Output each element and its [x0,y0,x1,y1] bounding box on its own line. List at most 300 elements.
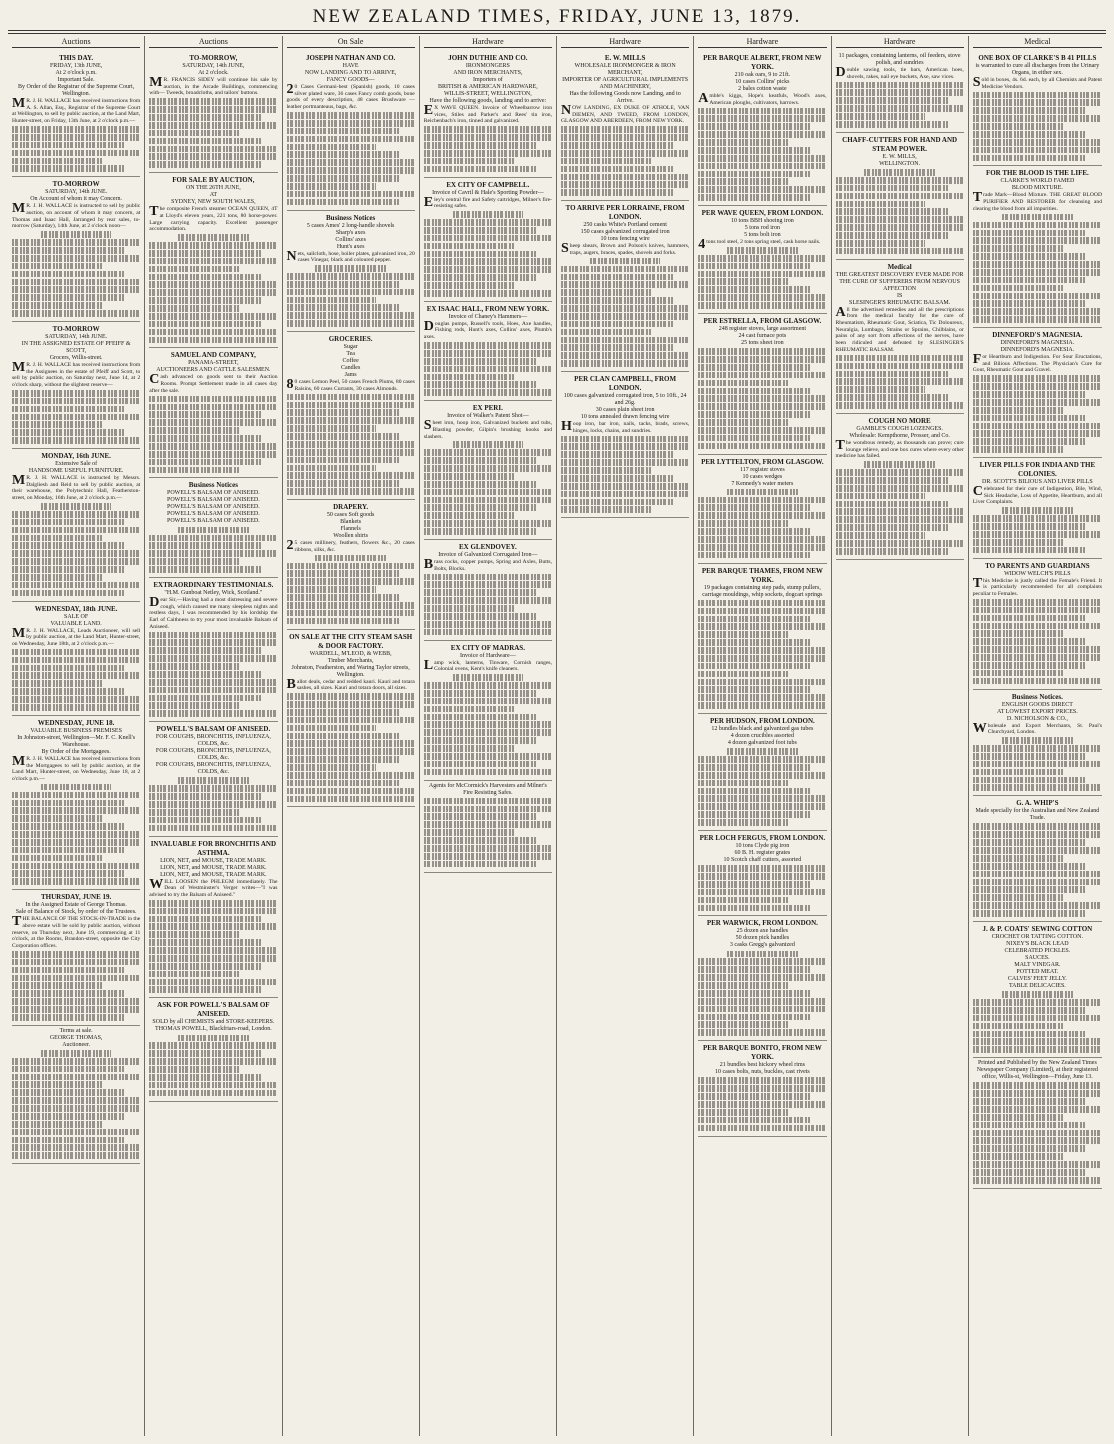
ad-line: AT [209,192,218,199]
ad-line: Tea [346,351,355,358]
ad-line: 210 oak oars, 9 to 21ft. [734,72,791,78]
ad-title: FOR SALE BY AUCTION, [172,176,255,185]
small-print-lines [424,441,552,534]
small-print-lines [973,375,1102,453]
ad-line: Auctioneer. [62,1041,91,1048]
ad-line: 10 tons annealed drawn fencing wire [580,414,670,421]
ad-title: JOSEPH NATHAN AND CO. [305,54,396,62]
small-print-lines [12,503,140,596]
ad-body: Cash advanced on goods sent to their Auction Rooms. Prompt Settlement made in all cases day after the sale. [149,372,278,394]
ad-line: CELEBRATED PICKLES. [1004,947,1071,954]
column-6 [694,36,831,1436]
small-print-lines [698,348,826,449]
ad-line: 7 Kennedy's water meters [731,480,794,487]
small-print-lines [836,461,964,554]
small-print-lines [424,342,552,396]
ad-title: GROCERIES. [328,335,373,344]
advertisement [973,922,1102,1058]
ad-body: MR. J. H. WALLACE is instructed to sell by public auction, on account of whom it may concern, at Thomas and Isaac Hall, Jarranged by rear sales, to-morrow (Saturday), 14th June, at 2 o'clock noon— [12,201,141,230]
ad-body: MR. FRANCIS SIDEY will continue his sale by auction, in the Arcade Buildings, commencing with— Tweeds, broadcloths, and tailors' buttons. [149,75,278,97]
ad-title: INVALUABLE FOR BRONCHITIS AND ASTHMA. [150,839,277,857]
ad-line: POTTED MEAT. [1016,968,1059,975]
small-print-lines [561,258,689,367]
ad-title: Business Notices [326,213,376,222]
advertisement [287,51,415,211]
advertisement [424,781,552,873]
ad-line: VALUABLE LAND. [50,620,102,627]
ad-line: Agents for McCormick's Harvesters and Milner's Fire Resisting Safes. [428,782,547,796]
ad-line: MALT VINEGAR. [1014,961,1061,968]
advertisement [149,348,277,478]
small-print-lines [12,649,140,711]
advertisement [12,449,140,602]
ad-body: MR. J. H. WALLACE, Leads Auctioneer, will sell by public auction, at the Land Mart, Hunter-street, on Wednesday, June 18th, at 2 o'clock p.m.— [12,625,141,647]
column-8 [969,36,1106,1436]
ad-title: COUGH NO MORE [868,416,931,425]
ad-body: For Heartburn and Indigestion. For Sour Eructations, and Bilious Affections. The Physician's Cure for Gout, Rheumatic Gout and Gravel. [972,352,1102,374]
ad-body: Douglas pumps, Russell's tools, Hoes, Axe handles, Fishing rods, Hunt's axes, Collins' axes, Plumb's axes. [423,318,552,341]
ad-line: Wholesale: Kempthorne, Prosser, and Co. [849,432,950,439]
small-print-lines [12,390,140,444]
small-print-lines [12,1050,140,1159]
ad-title: ONE BOX OF CLARKE'S B 41 PILLS [978,54,1097,62]
ad-line: NOW LANDING AND TO ARRIVE, [304,70,397,76]
ad-line: E. W. MILLS, [882,153,917,160]
ad-body: All the advertised remedies and all the prescriptions from the medical faculty for the cure of Rheumatism, Rheumatic Gout, Sciatica, Tic Doloureux, Neuralgia, Lumbago, Strains or Sprains, Chilblains, or pains of any sort from affections of the nerves, have been ridiculed and defeated by SLESINGER'S RHEUMATIC BALSAM. [835,304,964,353]
small-print-lines [12,126,140,172]
ad-body: 4tons tool steel, 2 tons spring steel, cask horse nails. [698,237,821,253]
ad-body: Brass cocks, copper pumps, Spring and Axles, Butts, Bolts, Blocks. [423,556,552,572]
ad-line: Important Sale. [57,77,95,83]
ad-line: IN THE ASSIGNED ESTATE OF PFEIFF & SCOTT, [21,340,131,354]
small-print-lines [973,1082,1102,1183]
small-print-lines [698,1077,826,1131]
small-print-lines [12,231,140,316]
ad-line: Invoice of Walker's Patent Shot— [447,413,529,420]
ad-line: Flannels [340,526,361,533]
ad-line: WARDELL, M'LEOD, & WEBB, [309,650,392,657]
ad-line: Woollen shirts [333,533,368,540]
ad-line: 117 register stoves [739,466,785,473]
ad-line: SYDNEY, NEW SOUTH WALES, [171,199,256,206]
ad-body: Lamp wick, lanterns, Tinware, Cornish ranges, Colonial ovens, Kent's knife cleaners. [423,657,552,673]
advertisement [149,998,277,1101]
ad-line: IRONMONGERS [465,63,510,69]
column-3 [283,36,420,1436]
ad-title: TO PARENTS AND GUARDIANS [985,561,1090,570]
ad-line: GAMBLE'S COUGH LOZENGES. [856,425,943,432]
ad-line: Sale of Balance of Stock, by order of the Trustees. [15,909,137,916]
ad-line: AT LOWEST EXPORT PRICES. [997,708,1078,715]
ad-body: Hoop iron, bar iron, nails, tacks, brads, screws, hinges, locks, chains, and sundries. [561,419,690,435]
advertisement [973,328,1102,458]
ad-title: PER BARQUE THAMES, FROM NEW YORK. [701,566,823,584]
ad-line: POWELL'S BALSAM OF ANISEED. [166,504,260,511]
advertisement [424,302,552,401]
small-print-lines [424,798,552,868]
advertisement [149,722,277,836]
ad-line: THE GREATEST DISCOVERY EVER MADE FOR THE CURE OF SUFFERERS FROM NERVOUS AFFECTION [835,271,964,292]
ad-line: Printed and Published by the New Zealand Times Newspaper Company (Limited), at their registered office, Willis-st, Wellington—Friday, June 13. [976,1060,1099,1081]
advertisement [698,1041,826,1136]
ad-title: PER WARWICK, FROM LONDON. [706,919,818,928]
ad-line: IMPORTER OF AGRICULTURAL IMPLEMENTS AND MACHINERY, [562,77,689,90]
ad-line: WILLIS-STREET, WELLINGTON, [443,91,532,97]
advertisement [287,332,415,500]
ad-line: Coffee [342,358,359,365]
advertisement [12,602,140,716]
advertisement [836,260,964,414]
ad-body: The wondrous remedy, as thousands can prove; cure lounge relieve, and one box cures where every other medicine has failed. [835,437,964,460]
ad-body: 20 Cases Germani-best (Spanish) goods, 10 cases silver plated ware, 36 cases Fancy comb goods, bone goods of every description, 48 cases Brushware — leather portmanteaus, bags, &c. [286,82,415,111]
ad-body: MR. J. H. WALLACE has received instructions from the Assignees in the estate of Pfeiff and Scott, to sell by public auction, on Saturday next, June 14, at 2 o'clock sharp, without the slightest reserve— [12,359,141,388]
ad-line: POWELL'S BALSAM OF ANISEED. [166,490,260,497]
ad-line: FOR COUGHS, BRONCHITIS, INFLUENZA, COLDS, &c. [155,734,271,748]
ad-line: TABLE DELICACIES. [1008,982,1066,989]
advertisement [973,458,1102,559]
ad-body: MR. J. H. WALLACE has received instructions from the Mortgagees to sell by public auction, at the Land Mart, Hunter-street, on Wednesday, June 18, at 2 o'clock p.m.— [12,753,141,782]
ad-line: AND IRON MERCHANTS, [453,70,523,76]
ad-line: LION, NET, and MOUSE, TRADE MARK. [160,871,267,878]
advertisement [698,314,826,455]
advertisement [973,690,1102,797]
ad-body: Wholesale and Export Merchants, St. Paul's Churchyard, London. [972,720,1102,736]
ad-line: 250 casks White's Portland cement [583,222,667,229]
ad-line: IS [896,292,903,299]
ad-line: SLESINGER'S RHEUMATIC BALSAM. [848,299,951,306]
ad-line: DINNEFORD'S MAGNESIA. [1000,347,1075,354]
ad-line: Collins' axes [335,236,366,243]
ad-title: PER LYTTELTON, FROM GLASGOW. [701,457,824,466]
small-print-lines [12,951,140,1021]
ad-line: SOLD by all CHEMISTS and STORE-KEEPERS. [152,1019,275,1026]
advertisement [698,831,826,916]
ad-line: By Order of the Registrar of the Supreme Court, Wellington. [18,84,135,97]
ad-line: HAVE [342,63,359,69]
ad-title: TO ARRIVE PER LORRAINE, FROM LONDON. [565,204,685,222]
ad-line: In Johnston-street, Wellington—Mr. F. C. Knell's Warehouse. [17,734,136,748]
ad-line: Extensive Sale of [55,461,98,467]
advertisement [698,564,826,714]
ad-line: DINNEFORD'S MAGNESIA. [1000,340,1075,347]
ad-line: POWELL'S BALSAM OF ANISEED. [166,497,260,504]
small-print-lines [698,951,826,1036]
ad-line: Grocers, Willis-street. [49,354,103,361]
advertisement [561,51,689,201]
ad-line: SATURDAY, 14th JUNE. [45,189,108,196]
advertisement [973,1058,1102,1189]
ad-body: Ballot deals, cedar and redded kauri. Kauri and totara sashes, all sizes. Kauri and totara doors, all sizes. [286,676,415,692]
advertisement [424,641,552,781]
column-2 [145,36,282,1436]
column-heading: Medical [973,36,1102,48]
small-print-lines [287,112,415,205]
ad-title: SAMUEL AND COMPANY, [170,351,256,360]
ad-line: 24 cast furnace pots [738,332,787,339]
ad-title: Business Notices [188,481,238,490]
ad-body: NOW LANDING, EX DUKE OF ATHOLE, VAN DIEMEN, AND TWEED, FROM LONDON, GLASGOW AND ABERDEEN, FROM NEW YORK. [561,103,690,125]
ad-line: POWELL'S BALSAM OF ANISEED. [166,518,260,525]
ad-line: THOMAS POWELL, Blackfriars-road, London. [155,1026,272,1033]
ad-line: AUCTIONEERS AND CATTLE SALESMEN. [156,367,271,374]
ad-line: 10 cases bolts, nuts, buckles, cast rivets [714,1069,810,1076]
small-print-lines [973,507,1102,553]
ad-line: By Order of the Mortgagees. [41,748,111,755]
ad-title: EX PERI. [472,404,503,413]
ad-line: Sharp's axes [335,229,366,236]
ad-line: BRITISH & AMERICAN HARDWARE, [438,84,538,90]
ad-body: Nets, sailcloth, hose, boiler plates, galvanized iron, 20 cases Vinegar, black and coloured pepper. [286,248,415,264]
ad-title: MONDAY, 16th JUNE. [41,452,111,460]
small-print-lines [973,823,1102,916]
ad-line: WIDOW WELCH'S PILLS [1004,570,1071,577]
ad-line: Made specially for the Australian and New Zealand Trade. [975,808,1100,822]
ad-title: PER HUDSON, FROM LONDON. [709,717,815,726]
advertisement [12,890,140,1026]
small-print-lines [973,92,1102,162]
column-heading: Hardware [836,36,964,48]
ad-title: PER BARQUE BONITO, FROM NEW YORK. [703,1044,822,1062]
advertisement [149,51,277,173]
ad-line: Have the following goods, landing and to arrive: [429,98,547,104]
small-print-lines [287,555,415,625]
advertisement [698,714,826,831]
ad-line: Jams [344,372,357,379]
small-print-lines [698,489,826,559]
ad-line: 3 casks Gregg's galvanized [729,942,795,949]
small-print-lines [424,211,552,296]
advertisement [698,51,826,206]
ad-line: ENGLISH GOODS DIRECT [1001,701,1073,708]
small-print-lines [424,674,552,775]
ad-line: FRIDAY, 13th JUNE, [49,63,103,69]
ad-line: On Account of whom it may Concern. [30,196,123,203]
small-print-lines [698,247,826,309]
ad-line: PANAMA-STREET, [188,360,239,367]
ad-line: At 2 o'clock p.m. [55,70,97,76]
advertisement [973,796,1102,922]
small-print-lines [149,396,277,474]
small-print-lines [149,234,277,343]
ad-title: ASK FOR POWELL'S BALSAM OF ANISEED. [157,1001,270,1019]
ad-line: SATURDAY, 14th JUNE. [45,333,108,340]
ad-line: WHOLESALE IRONMONGER & IRON MERCHANT, [574,63,676,76]
ad-line: is warranted to cure all discharges from the Urinary Organs, in either sex. [975,63,1100,76]
ad-title: CHAFF-CUTTERS FOR HAND AND STEAM POWER. [842,135,958,153]
small-print-lines [561,126,689,196]
ad-line: 2 bales cotton waste [738,86,787,92]
advertisement [698,455,826,564]
ad-line: 5 cases Ames' 2 long-handle shovels [306,222,395,229]
ad-line: SATURDAY, 14th JUNE, [182,63,245,69]
small-print-lines [149,527,277,573]
ad-body: 80 cases Lemon Peel, 50 cases French Plums, 80 cases Raisins, 60 cases Currants, 30 cases Almonds. [286,377,415,393]
ad-title: EX GLENDOVEY. [459,542,517,551]
advertisement [698,206,826,314]
column-heading: Hardware [698,36,826,48]
ad-line: FANCY GOODS— [326,77,375,83]
column-heading: Auctions [12,36,140,48]
small-print-lines [149,1035,277,1097]
ad-line: DR. SCOTT'S BILIOUS AND LIVER PILLS [981,479,1093,486]
ad-line: At 2 o'clock. [198,70,229,76]
advertisement [12,1026,140,1164]
ad-line: D. NICHOLSON & CO., [1006,715,1068,722]
advertisement [149,478,277,577]
ad-line: CROCHET OR TATTING COTTON. [991,933,1083,940]
ad-title: EXTRAORDINARY TESTIMONIALS. [153,580,274,589]
ad-title: WEDNESDAY, 18th JUNE. [34,604,118,613]
ad-title: G. A. WHIP'S [1016,799,1059,808]
ad-body: Amble's kiggs, Hope's keatfuls, Wood's axes, American ploughs, cultivators, harrows. [698,91,827,106]
advertisement [424,540,552,641]
advertisement [836,133,964,260]
ad-title: WEDNESDAY, JUNE 18. [37,718,115,727]
ad-line: SAUCES. [1025,954,1050,961]
advertisement [424,401,552,540]
ad-line: 10 cases wedges [742,473,783,480]
ad-line: NIXEY'S BLACK LEAD [1006,940,1069,947]
advertisement [287,211,415,333]
small-print-lines [149,632,277,717]
columns [8,36,1106,1436]
advertisement [149,578,277,722]
ad-body: MR. J. H. WALLACE has received instructions from A. S. Allan, Esq., Registrar of the Supreme Court at Wellington, to sell by public auction, at the Land Mart, Hunter-street, on Friday, 13th June, at 2 o'clock p.m.— [12,96,141,125]
ad-title: PER CLAN CAMPBELL, FROM LONDON. [574,375,677,393]
ad-line: 30 cases plain sheet iron [595,407,655,414]
ad-line: 50 dozen pick handles [735,935,790,942]
ad-line: FOR COUGHS, BRONCHITIS, INFLUENZA, COLDS, &c. [155,748,271,762]
ad-body: EX WAVE QUEEN. Invoice of Wheelbarrow iron vices, Stiles and Parker's and Rees' tin iron, Reichenbach's iron, tinned and galvanized. [423,103,552,125]
ad-line: 150 cases galvanized corrugated iron [580,229,670,236]
advertisement [149,173,277,348]
advertisement [973,166,1102,328]
small-print-lines [836,169,964,254]
ad-line: BLOOD MIXTURE. [1011,185,1063,192]
ad-title: LIVER PILLS FOR INDIA AND THE COLONIES. [979,461,1096,479]
ad-line: Terms at sale. [59,1027,93,1034]
small-print-lines [287,394,415,495]
advertisement [12,51,140,177]
ad-line: 4 dozen galvanized foot tubs [727,740,797,747]
ad-body: The composite French steamer OCEAN QUEEN, 4T at Lloyd's eleven years, 221 tons, 80 horse-power. Large carrying capacity. Excellent passenger accommodation. [149,204,278,233]
ad-line: Invoice of Chaney's Hammers— [448,313,528,320]
ad-body: Sheet iron, hoop iron, Galvanized buckets and tubs, Blasting powder, Gilpin's brushing hooks and slashers. [423,418,552,440]
ad-line: Johnston, Featherston, and Waring Taylor streets, Wellington. [291,664,410,678]
ad-line: Hunt's axes [336,243,365,250]
masthead-rule [8,30,1106,31]
ad-body: Sold in boxes, 4s. 6d. each, by all Chemists and Patent Medicine Vendors. [972,75,1102,90]
ad-line: CALVES' FEET JELLY. [1007,975,1067,982]
ad-line: HANDSOME USEFUL FURNITURE. [28,468,124,474]
small-print-lines [973,737,1102,791]
ad-line: "H.M. Gunboat Netley, Wick, Scotland." [164,589,263,596]
ad-body: Celebrated for their cure of Indigestion, Bile, Wind, Sick Headache, Loss of Appetite, Heartburn, and all Liver Complaints. [972,484,1102,506]
advertisement [424,178,552,302]
advertisement [12,322,140,449]
ad-line: 10 tons Clyde pig iron [735,842,790,849]
small-print-lines [973,599,1102,684]
advertisement [149,837,277,999]
advertisement [561,201,689,372]
ad-line: Timber Merchants, [327,657,374,664]
ad-title: Medical [887,262,912,271]
ad-title: EX CITY OF CAMPBELL. [446,180,530,189]
ad-title: POWELL'S BALSAM OF ANISEED. [156,725,271,734]
ad-line: Invoice of Galvanized Corrugated Iron— [438,551,538,558]
small-print-lines [287,265,415,327]
advertisement [698,916,826,1041]
ad-title: E. W. MILLS [604,54,646,62]
ad-line: 10 Scotch chaff cutters, assorted [723,856,802,863]
ad-line: Importers of [472,77,503,83]
ad-line: Invoice of Cavril & Hale's Sporting Powder— [432,189,544,196]
ad-line: 60 B. H. register grates [734,849,791,856]
column-heading: Hardware [561,36,689,48]
advertisement [973,559,1102,690]
ad-line: Candles [340,365,361,372]
ad-line: Blankets [340,519,362,526]
ad-line: Sugar [343,344,358,351]
ad-line: 11 packages, containing lanterns, oil feeders, stove polish, and sundries [838,53,961,66]
column-heading: Hardware [424,36,552,48]
ad-title: THURSDAY, JUNE 19. [40,893,112,902]
ad-title: PER WAVE QUEEN, FROM LONDON. [701,209,824,218]
ad-line: 19 packages containing step pads, stump pullers, carriage mouldings, whip sockets, dogcart springs [702,584,823,598]
ad-line: 10 cases Collins' picks [735,79,790,85]
ad-title: EX ISAAC HALL, FROM NEW YORK. [426,304,550,313]
ad-line: SALE OF [64,613,89,620]
ad-line: POWELL'S BALSAM OF ANISEED. [166,511,260,518]
small-print-lines [424,574,552,636]
masthead: NEW ZEALAND TIMES, FRIDAY, JUNE 13, 1879. [312,6,802,27]
ad-line: 10 tons BBH shoeing iron [731,218,794,225]
ad-line: Has the following Goods now Landing, and to Arrive. [569,91,681,104]
small-print-lines [836,82,964,128]
advertisement [836,51,964,133]
ad-title: PER ESTRELLA, FROM GLASGOW. [703,316,822,325]
ad-line: 4 dozen crucibles assorted [730,733,794,740]
ad-line: 25 dozen axe handles [736,928,789,935]
ad-body: Double sawing tools, tie bars, American hoes, shovels, rakes, nail eye buckets, Axe, saw vices. [835,65,964,80]
ad-line: 21 bundles best hickory wheel rims [719,1062,805,1069]
ad-body: Trade Mark—Blood Mixture. THE GREAT BLOOD PURIFIER AND RESTORER for cleansing and clearing the blood from all impurities. [972,190,1102,212]
ad-title: Business Notices. [1011,692,1063,701]
ad-body: WILL LOOSEN the PHLEGM immediately. The Dean of Westminster's Verger writes—"I was advised to try the Balsam of Aniseed." [149,876,278,898]
ad-body: 25 cases millinery, feathers, flowers &c., 20 cases ribbons, silks, &c. [286,538,415,554]
ad-title: J. & P. COATS' SEWING COTTON [982,924,1093,933]
advertisement [12,716,140,890]
advertisement [287,630,415,808]
ad-line: CLARKE'S WORLD FAMED [1000,178,1075,185]
small-print-lines [149,98,277,168]
ad-line: 50 cases Soft goods [326,512,375,519]
advertisement [287,500,415,629]
small-print-lines [12,784,140,885]
column-heading: Auctions [149,36,277,48]
ad-body: Sheep shears, Brown and Polson's knives, hammers, traps, augers, braces, spades, shovels and forks. [561,241,690,257]
ad-line: VALUABLE BUSINESS PREMISES [30,727,122,734]
ad-line: Invoice of Hardware— [460,652,516,659]
column-1 [8,36,145,1436]
advertisement [424,51,552,178]
ad-title: TO-MORROW, [189,54,238,62]
small-print-lines [698,748,826,826]
advertisement [836,414,964,560]
advertisement [973,51,1102,166]
column-heading: On Sale [287,36,415,48]
ad-line: 25 tons sheet iron [741,339,784,346]
